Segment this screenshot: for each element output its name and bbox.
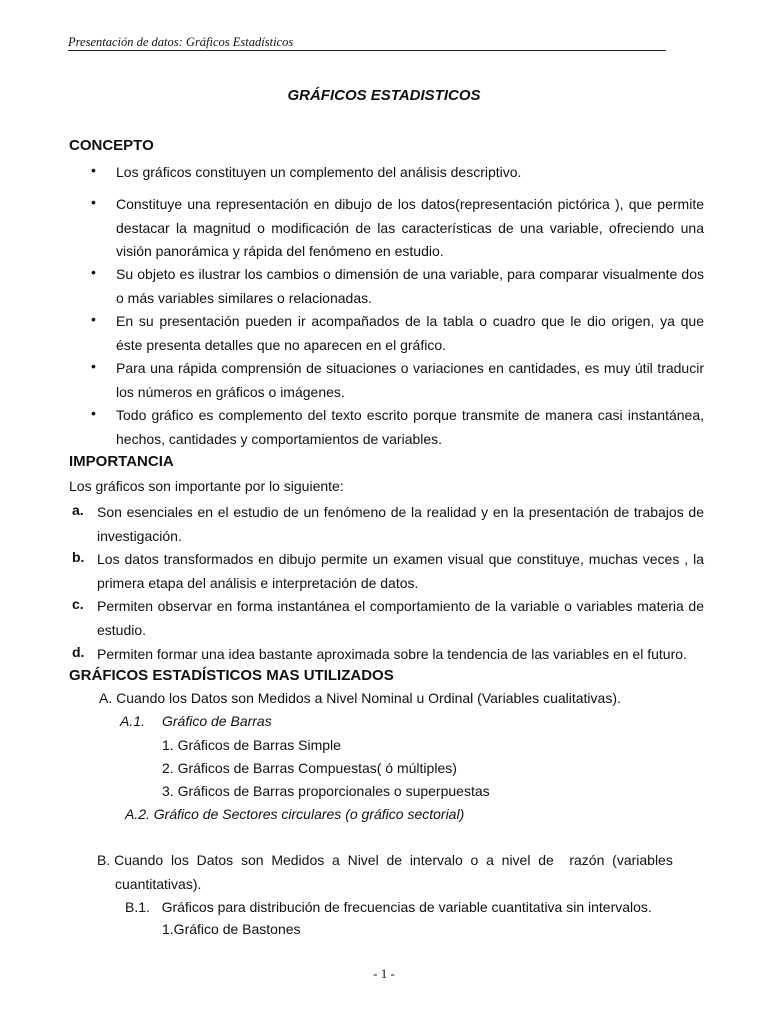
importancia-intro: Los gráficos son importante por lo siguiente:	[69, 478, 344, 494]
subsection-a2: A.2. Gráfico de Sectores circulares (o gráfico sectorial)	[125, 806, 465, 822]
section-heading-importancia: IMPORTANCIA	[69, 453, 174, 470]
section-heading-concepto: CONCEPTO	[69, 137, 154, 154]
document-title: GRÁFICOS ESTADISTICOS	[287, 87, 481, 104]
category-b-line-1: B. Cuando los Datos son Medidos a Nivel de intervalo o a nivel de razón (variables	[97, 852, 673, 868]
category-b-line-2: cuantitativas).	[115, 876, 202, 892]
bullet-icon: •	[91, 194, 96, 210]
running-header: Presentación de datos: Gráficos Estadísticos	[68, 35, 294, 49]
bullet-icon: •	[91, 405, 96, 421]
concepto-bullet-5: Para una rápida comprensión de situaciones o variaciones en cantidades, es muy útil traducir los números en gráficos o imágenes.	[116, 360, 704, 400]
list-label-c: c.	[72, 596, 84, 612]
concepto-bullet-2: Constituye una representación en dibujo de los datos(representación pictórica ), que permite destacar la magnitud o modificación de las características de una variable, ofreciendo una visión panorámica y rápida del fenómeno en estudio.	[116, 196, 704, 259]
importancia-item-b: Los datos transformados en dibujo permite un examen visual que constituye, muchas veces , la primera etapa del análisis e interpretación de datos.	[97, 551, 704, 591]
a1-item-2: 2. Gráficos de Barras Compuestas( ó múltiples)	[162, 760, 457, 776]
subsection-b1: B.1. Gráficos para distribución de frecuencias de variable cuantitativa sin intervalos.	[125, 899, 652, 915]
b1-item-1: 1.Gráfico de Bastones	[162, 921, 301, 937]
bullet-icon: •	[91, 358, 96, 374]
a1-item-1: 1. Gráficos de Barras Simple	[162, 737, 341, 753]
importancia-item-a: Son esenciales en el estudio de un fenómeno de la realidad y en la presentación de trabajos de investigación.	[97, 504, 704, 544]
page-number: - 1 -	[373, 966, 395, 981]
list-label-d: d.	[72, 644, 85, 660]
subsection-a1-title: Gráfico de Barras	[162, 713, 272, 729]
header-rule	[68, 50, 666, 51]
concepto-bullet-1: Los gráficos constituyen un complemento del análisis descriptivo.	[116, 164, 522, 180]
bullet-icon: •	[91, 311, 96, 327]
category-a-line: A. Cuando los Datos son Medidos a Nivel Nominal u Ordinal (Variables cualitativas).	[99, 690, 621, 706]
concepto-bullet-3: Su objeto es ilustrar los cambios o dimensión de una variable, para comparar visualmente dos o más variables similares o relacionadas.	[116, 266, 704, 306]
section-heading-mas-utilizados: GRÁFICOS ESTADÍSTICOS MAS UTILIZADOS	[69, 667, 394, 684]
importancia-item-c: Permiten observar en forma instantánea el comportamiento de la variable o variables materia de estudio.	[97, 598, 704, 638]
a1-item-3: 3. Gráficos de Barras proporcionales o superpuestas	[162, 783, 490, 799]
subsection-a1-label: A.1.	[120, 713, 145, 729]
bullet-icon: •	[91, 162, 96, 178]
bullet-icon: •	[91, 264, 96, 280]
list-label-b: b.	[72, 549, 85, 565]
concepto-bullet-4: En su presentación pueden ir acompañados de la tabla o cuadro que le dio origen, ya que éste presenta detalles que no aparecen en el gráfico.	[116, 313, 704, 353]
importancia-item-d: Permiten formar una idea bastante aproximada sobre la tendencia de las variables en el futuro.	[97, 646, 687, 662]
list-label-a: a.	[72, 502, 84, 518]
concepto-bullet-6: Todo gráfico es complemento del texto escrito porque transmite de manera casi instantánea, hechos, cantidades y comportamientos de variables.	[116, 407, 704, 447]
